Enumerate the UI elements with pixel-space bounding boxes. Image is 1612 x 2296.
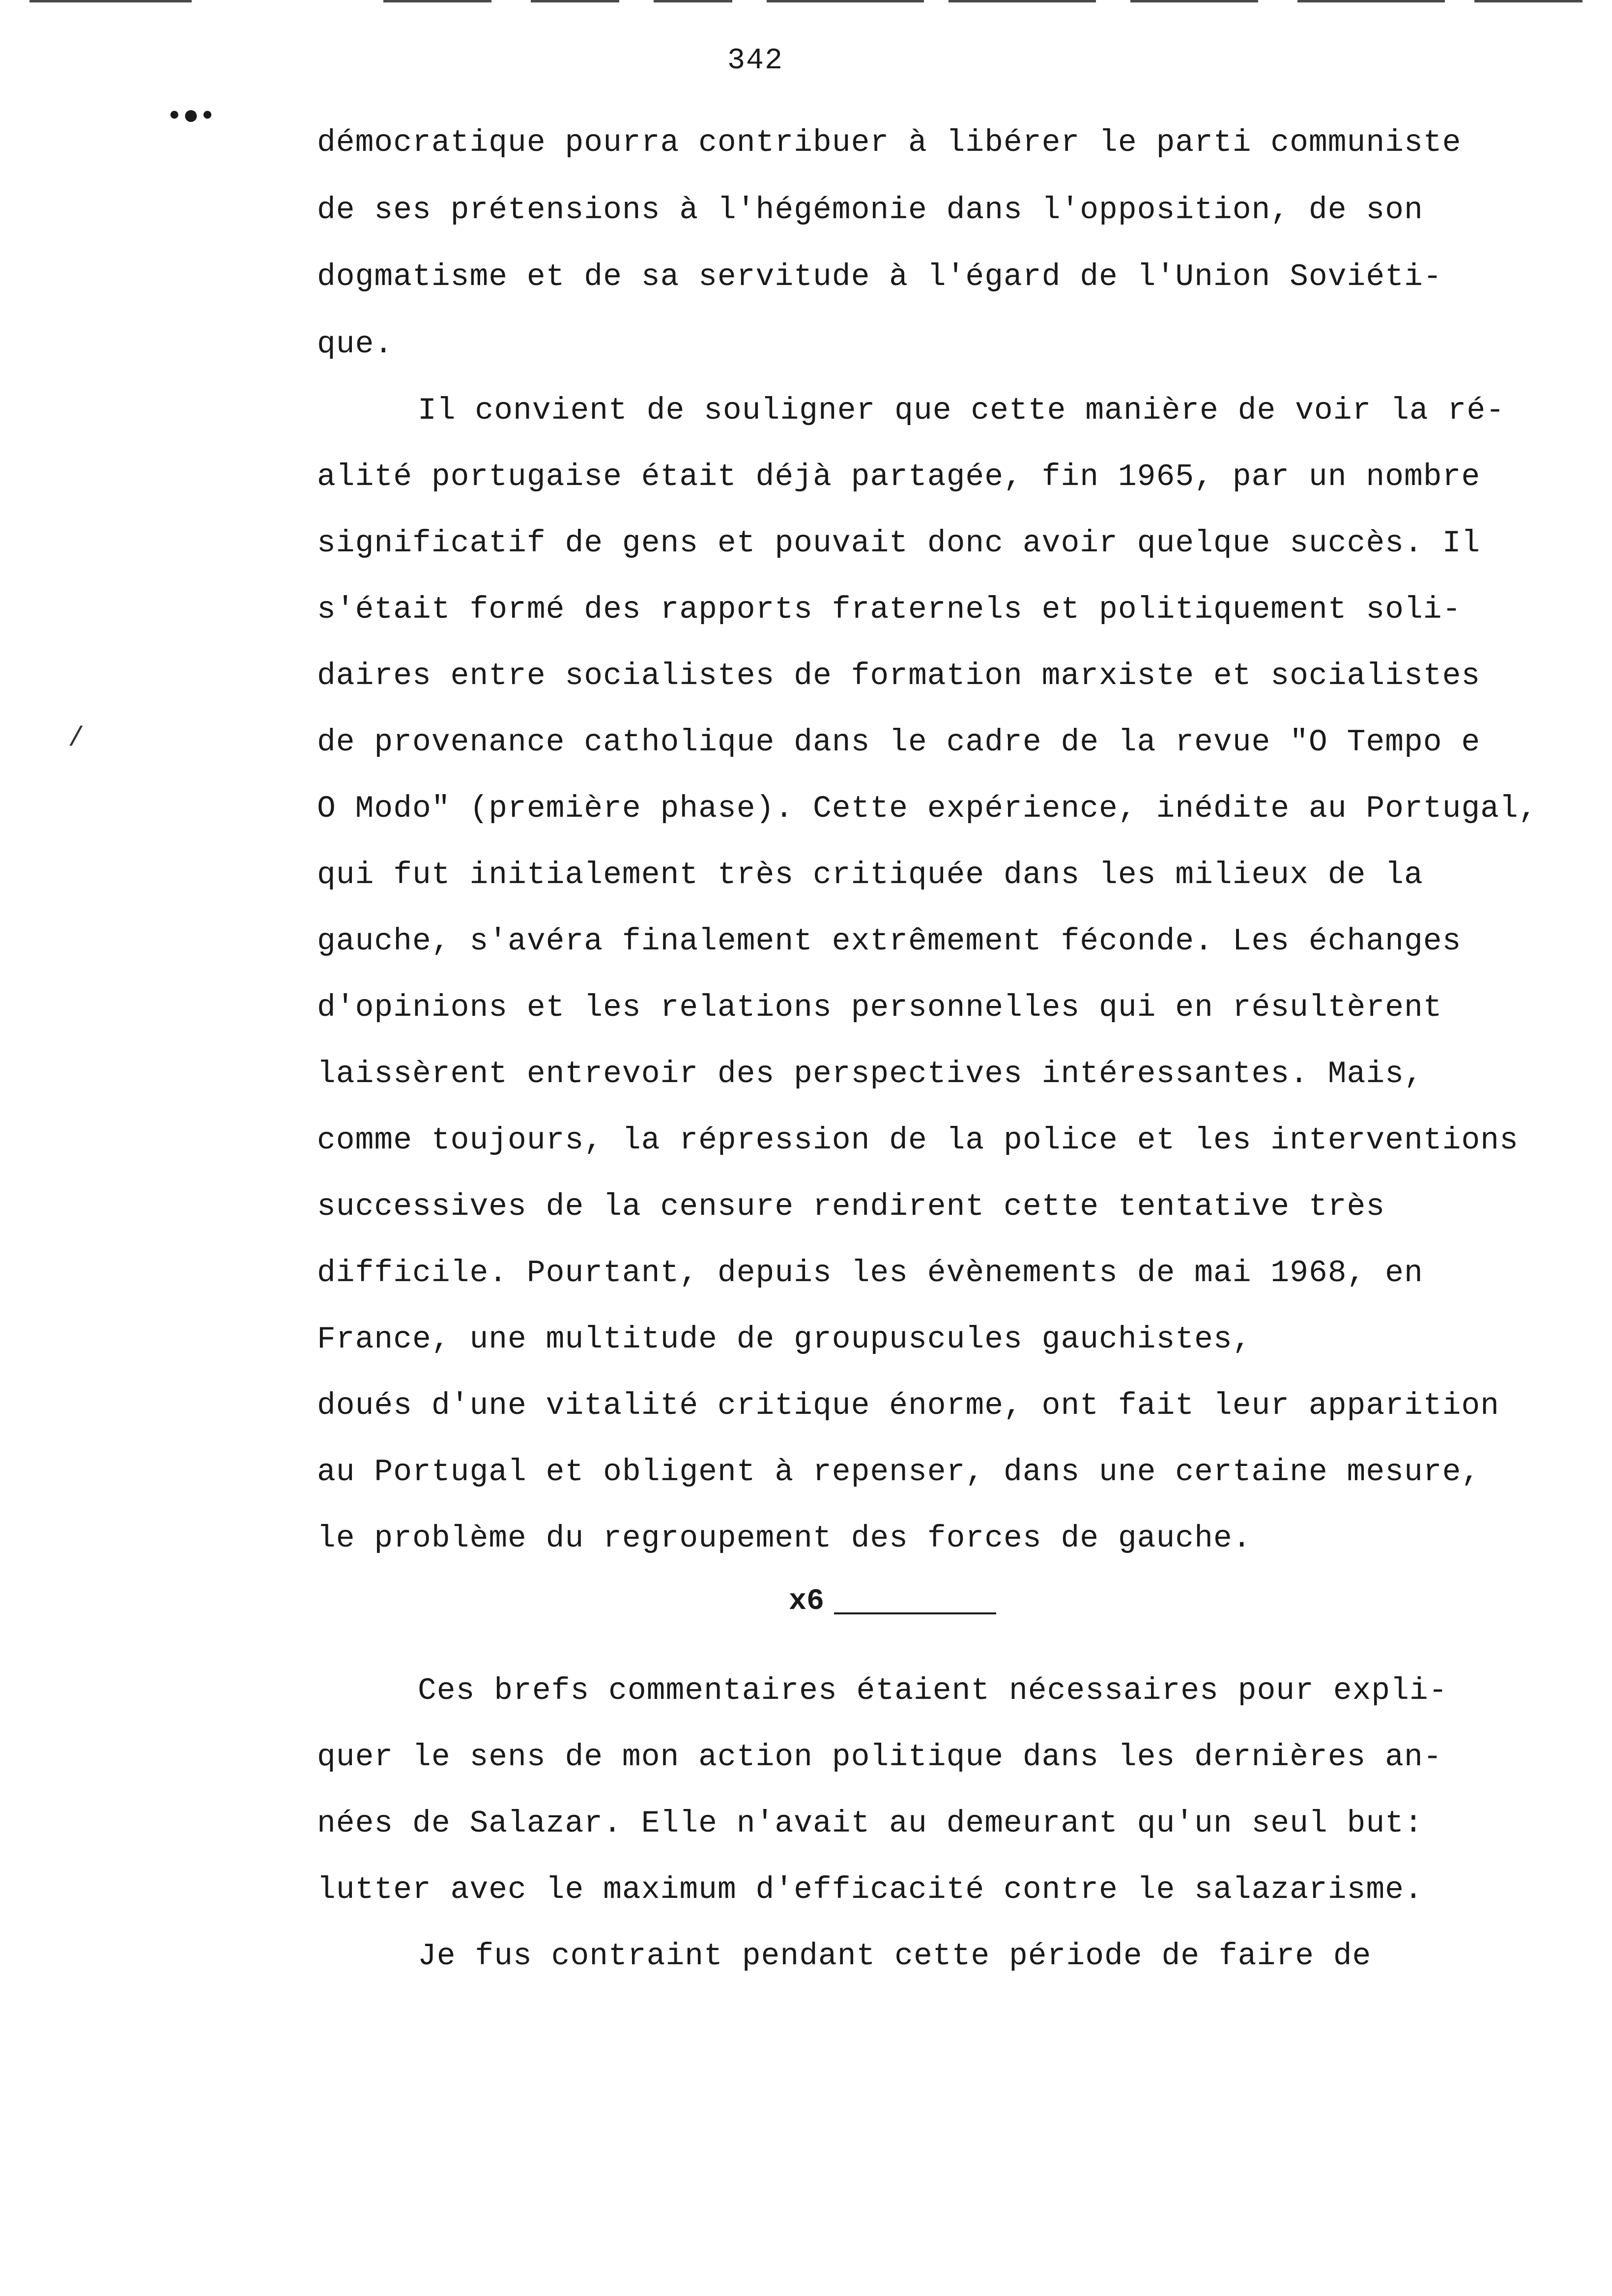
text-line: dogmatisme et de sa servitude à l'égard de l'Union Soviéti- xyxy=(317,259,1442,294)
text-line: O Modo" (première phase). Cette expérience, inédite au Portugal, xyxy=(317,791,1538,826)
text-line: de provenance catholique dans le cadre de la revue "O Tempo e xyxy=(317,725,1481,760)
text-line: daires entre socialistes de formation marxiste et socialistes xyxy=(317,659,1481,693)
text-line: démocratique pourra contribuer à libérer le parti communiste xyxy=(317,125,1462,160)
separator-mark: x6 xyxy=(789,1585,825,1618)
text-line: laissèrent entrevoir des perspectives intéressantes. Mais, xyxy=(317,1057,1423,1091)
text-line: doués d'une vitalité critique énorme, ont fait leur apparition xyxy=(317,1388,1499,1423)
text-line: France, une multitude de groupuscules gauchistes, xyxy=(317,1322,1252,1357)
text-line: nées de Salazar. Elle n'avait au demeurant qu'un seul but: xyxy=(317,1806,1423,1841)
margin-mark: •●• xyxy=(166,101,216,132)
section-separator xyxy=(789,1585,996,1618)
text-line: comme toujours, la répression de la police et les interventions xyxy=(317,1123,1519,1158)
text-line: difficile. Pourtant, depuis les évènements de mai 1968, en xyxy=(317,1256,1423,1291)
text-line: de ses prétensions à l'hégémonie dans l'opposition, de son xyxy=(317,193,1423,228)
text-line: Je fus contraint pendant cette période de faire de xyxy=(418,1939,1372,1974)
text-line: d'opinions et les relations personnelles qui en résultèrent xyxy=(317,990,1442,1025)
text-line: au Portugal et obligent à repenser, dans une certaine mesure, xyxy=(317,1455,1481,1490)
text-line: successives de la censure rendirent cette tentative très xyxy=(317,1189,1385,1224)
text-line: Il convient de souligner que cette manière de voir la ré- xyxy=(418,393,1505,428)
text-line: que. xyxy=(317,327,394,362)
text-line: quer le sens de mon action politique dans les dernières an- xyxy=(317,1740,1442,1775)
text-line: significatif de gens et pouvait donc avoir quelque succès. Il xyxy=(317,526,1481,561)
text-line: le problème du regroupement des forces de gauche. xyxy=(317,1521,1252,1556)
text-line: Ces brefs commentaires étaient nécessaires pour expli- xyxy=(418,1673,1448,1708)
separator-rule xyxy=(834,1612,996,1614)
margin-slash-mark: / xyxy=(68,722,85,754)
scan-top-edge-marks xyxy=(0,0,1612,8)
text-line: lutter avec le maximum d'efficacité contre le salazarisme. xyxy=(317,1872,1423,1907)
text-line: s'était formé des rapports fraternels et politiquement soli- xyxy=(317,592,1462,627)
text-line: alité portugaise était déjà partagée, fin 1965, par un nombre xyxy=(317,459,1481,494)
page-number: 342 xyxy=(727,44,784,78)
text-line: gauche, s'avéra finalement extrêmement féconde. Les échanges xyxy=(317,924,1462,959)
text-line: qui fut initialement très critiquée dans les milieux de la xyxy=(317,858,1423,892)
